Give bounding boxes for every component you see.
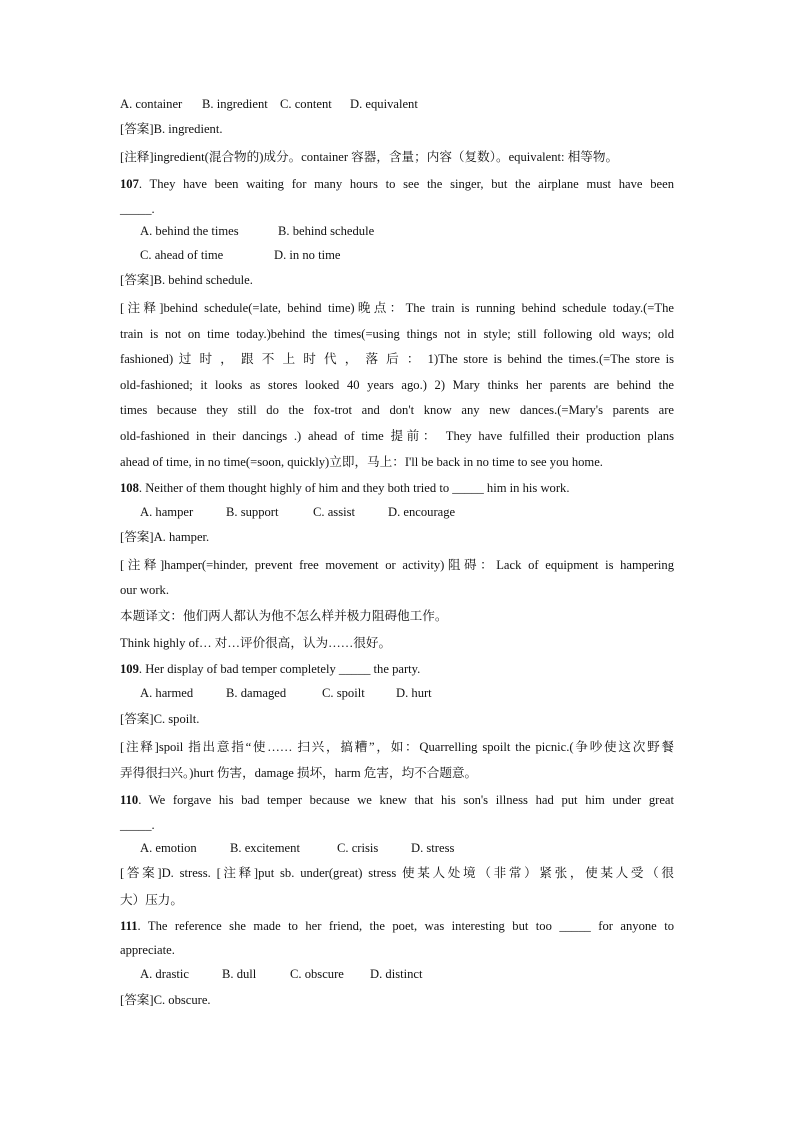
q107-options-row2 xyxy=(140,247,674,263)
option-a: A. behind the times xyxy=(140,224,239,238)
option-a: A. emotion xyxy=(140,841,197,855)
option-b: B. ingredient xyxy=(202,97,268,111)
q107-note-line: fashioned) 过 时 ， 跟 不 上 时 代 ， 落 后 ： 1)The store is behind the times.(=The store is xyxy=(120,352,674,366)
q109-note: [注释]spoil 指出意指“使…… 扫兴，搞糟”，如：Quarrelling spoilt the picnic.(争吵使这次野餐 xyxy=(120,740,674,754)
q110-question xyxy=(120,792,674,808)
option-b: B. dull xyxy=(222,967,257,981)
option-d: D. hurt xyxy=(396,686,432,700)
option-c: C. obscure xyxy=(290,967,344,981)
q108-question xyxy=(120,480,674,496)
q110-answer-note-cont: 大）压力。 xyxy=(120,893,183,907)
question-text: . Neither of them thought highly of him and they both tried to _____ him in his work. xyxy=(138,481,570,495)
q110-question-blank: _____. xyxy=(120,818,155,832)
question-text: . Her display of bad temper completely _____ the party. xyxy=(138,662,421,676)
option-c: C. assist xyxy=(313,505,355,519)
q106-note: [注释]ingredient(混合物的)成分。container 容器，含量；内容（复数）。equivalent: 相等物。 xyxy=(120,150,619,164)
option-c: C. spoilt xyxy=(322,686,365,700)
option-a: A. hamper xyxy=(140,505,194,519)
q111-options xyxy=(140,966,674,982)
q110-answer-note: [答案]D. stress. [注释]put sb. under(great) stress 使某人处境（非常）紧张，使某人受（很 xyxy=(120,866,674,880)
q107-note-line: times because they still do the fox-trot and don't know any new dances.(=Mary's parents are xyxy=(120,403,674,417)
question-text: . The reference she made to her friend, the poet, was interesting but too _____ for anyone to xyxy=(137,919,674,933)
q106-answer: [答案]B. ingredient. xyxy=(120,122,223,136)
question-text: . We forgave his bad temper because we knew that his son's illness had put him under great xyxy=(138,793,674,807)
question-number: 107 xyxy=(120,177,139,191)
q108-options xyxy=(140,504,674,520)
option-a: A. drastic xyxy=(140,967,189,981)
q106-options xyxy=(120,96,674,112)
q108-translation: 本题译文：他们两人都认为他不怎么样并极力阻碍他工作。 xyxy=(120,609,448,623)
q107-note-line: train is not on time today.)behind the times(=using things not in style; still following old ways; old xyxy=(120,327,674,341)
q109-options xyxy=(140,685,674,701)
question-number: 111 xyxy=(120,919,138,933)
question-number: 109 xyxy=(120,662,139,676)
q109-answer: [答案]C. spoilt. xyxy=(120,712,200,726)
q107-answer: [答案]B. behind schedule. xyxy=(120,273,253,287)
q107-question-blank: _____. xyxy=(120,202,155,216)
option-d: D. encourage xyxy=(388,505,456,519)
q108-note-cont: our work. xyxy=(120,583,169,597)
option-a: A. container xyxy=(120,97,183,111)
q107-note-line: old-fashioned; it looks as stores looked 40 years ago.) 2) Mary thinks her parents are behind the xyxy=(120,378,674,392)
option-a: A. harmed xyxy=(140,686,194,700)
option-d: D. equivalent xyxy=(350,97,418,111)
option-b: B. excitement xyxy=(230,841,300,855)
q109-note-cont: 弄得很扫兴。)hurt 伤害，damage 损坏，harm 危害，均不合题意。 xyxy=(120,766,478,780)
q111-answer: [答案]C. obscure. xyxy=(120,993,211,1007)
q111-question xyxy=(120,918,674,934)
option-b: B. behind schedule xyxy=(278,224,375,238)
q108-note: [注释]hamper(=hinder, prevent free movement or activity)阻碍：Lack of equipment is hampering xyxy=(120,558,674,572)
option-c: C. content xyxy=(280,97,332,111)
option-c: C. crisis xyxy=(337,841,379,855)
q107-note-line: [注释]behind schedule(=late, behind time)晚点：The train is running behind schedule today.(=The xyxy=(120,301,674,315)
q111-question-cont: appreciate. xyxy=(120,943,175,957)
q108-phrase: Think highly of… 对…评价很高，认为……很好。 xyxy=(120,636,392,650)
option-d: D. distinct xyxy=(370,967,423,981)
q108-answer: [答案]A. hamper. xyxy=(120,530,210,544)
option-b: B. support xyxy=(226,505,279,519)
q109-question xyxy=(120,661,674,677)
option-b: B. damaged xyxy=(226,686,287,700)
q107-note-line: old-fashioned in their dancings .) ahead of time 提前： They have fulfilled their production plans xyxy=(120,429,674,443)
q110-options xyxy=(140,840,674,856)
q107-question xyxy=(120,176,674,192)
option-c: C. ahead of time xyxy=(140,248,224,262)
option-d: D. in no time xyxy=(274,248,341,262)
q107-note-line: ahead of time, in no time(=soon, quickly)立即，马上：I'll be back in no time to see you home. xyxy=(120,455,603,469)
question-text: . They have been waiting for many hours to see the singer, but the airplane must have been xyxy=(138,177,674,191)
question-number: 108 xyxy=(120,481,139,495)
option-d: D. stress xyxy=(411,841,455,855)
q107-options-row1 xyxy=(140,223,674,239)
question-number: 110 xyxy=(120,793,139,807)
